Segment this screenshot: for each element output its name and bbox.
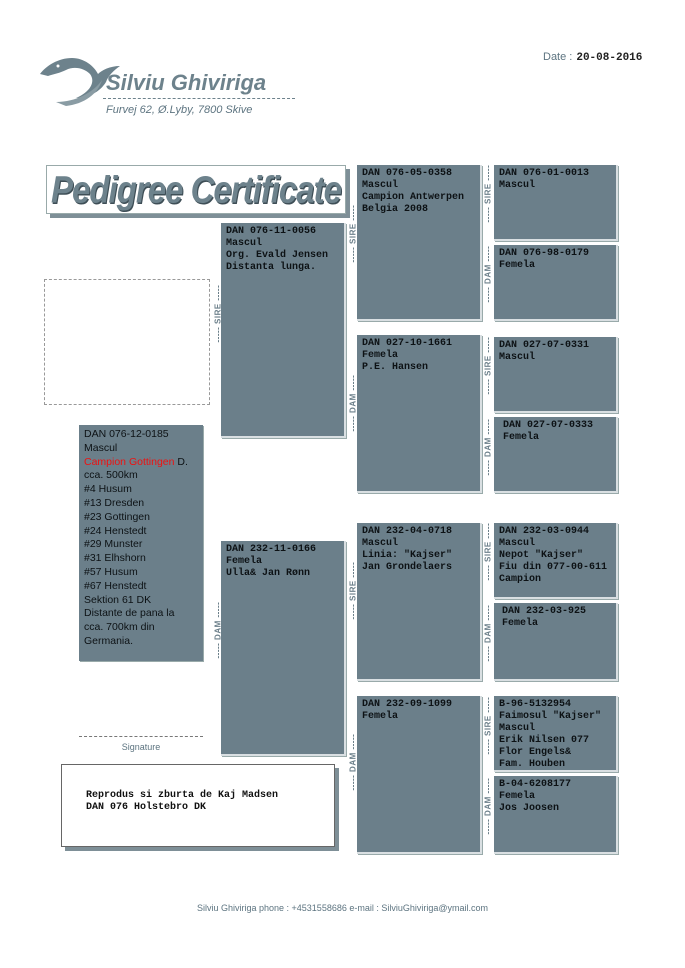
- card-line: Mascul: [499, 352, 536, 363]
- dam-sire-card: [357, 523, 482, 681]
- sire-label: ----- SIRE -----: [483, 522, 493, 581]
- dam-label: ----- DAM -----: [348, 733, 358, 791]
- card-line: B-96-5132954: [499, 699, 572, 710]
- card-line: Mascul: [499, 538, 536, 549]
- sire-label: ----- SIRE -----: [348, 561, 358, 620]
- card-line: DAN 232-03-925: [502, 606, 587, 617]
- card-line: Femela: [502, 618, 539, 629]
- main-name-highlight: Campion Gottingen: [84, 455, 175, 468]
- dam-card: [221, 541, 346, 756]
- note-line-2: DAN 076 Holstebro DK: [86, 802, 207, 813]
- card-line: Mascul: [499, 723, 536, 734]
- main-line: #57 Husum: [84, 565, 138, 578]
- card-line: DAN 027-07-0333: [503, 420, 594, 431]
- sire-sire-card: [357, 165, 482, 321]
- ss-sire-card: [494, 165, 618, 241]
- main-line: Distante de pana la: [84, 607, 175, 620]
- card-line: Distanta lunga.: [226, 262, 317, 273]
- main-line: #67 Henstedt: [84, 579, 147, 592]
- breeder-note: [61, 764, 335, 847]
- card-line: Femela: [499, 260, 536, 271]
- card-line: DAN 232-11-0166: [226, 544, 317, 555]
- card-line: DAN 232-04-0718: [362, 526, 453, 537]
- dam-label: ----- DAM -----: [483, 777, 493, 835]
- main-ring: DAN 076-12-0185: [84, 428, 169, 440]
- dam-label: ----- DAM -----: [483, 604, 493, 662]
- card-line: Mascul: [362, 180, 399, 191]
- sire-label: ----- SIRE -----: [483, 336, 493, 395]
- main-name-rest: D.: [174, 455, 188, 468]
- main-line: cca. 500km: [84, 469, 138, 482]
- main-sex: Mascul: [84, 441, 118, 454]
- card-line: Linia: "Kajser": [362, 550, 453, 561]
- photo-placeholder: [44, 279, 210, 405]
- card-line: Fiu din 077-00-611: [499, 562, 608, 573]
- ss-dam-card: [494, 245, 618, 321]
- main-line: cca. 700km din: [84, 621, 155, 634]
- title-box: [46, 165, 346, 214]
- card-line: B-04-6208177: [499, 779, 572, 790]
- dam-label: ----- DAM -----: [483, 418, 493, 476]
- card-line: Mascul: [362, 538, 399, 549]
- card-line: Mascul: [499, 180, 536, 191]
- card-line: DAN 027-07-0331: [499, 340, 590, 351]
- card-line: DAN 076-05-0358: [362, 168, 453, 179]
- card-line: Mascul: [226, 238, 263, 249]
- card-line: Femela: [362, 711, 399, 722]
- card-line: Femela: [362, 350, 399, 361]
- main-bird-card: [79, 425, 203, 661]
- card-line: Femela: [503, 432, 540, 443]
- sire-dam-card: [357, 335, 482, 493]
- card-line: Ulla& Jan Rønn: [226, 568, 311, 579]
- main-line: #13 Dresden: [84, 496, 145, 509]
- main-line: #4 Husum: [84, 483, 132, 496]
- dd-dam-card: [494, 776, 618, 854]
- ds-sire-card: [494, 523, 618, 599]
- card-line: Femela: [499, 791, 536, 802]
- note-line-1: Reprodus si zburta de Kaj Madsen: [86, 790, 279, 801]
- card-line: Jos Joosen: [499, 803, 560, 814]
- sire-card: [221, 223, 346, 438]
- card-line: DAN 232-09-1099: [362, 699, 453, 710]
- ds-dam-card: [494, 603, 618, 681]
- card-line: Fam. Houben: [499, 759, 566, 770]
- signature-label: Signature: [121, 742, 161, 752]
- card-line: Femela: [226, 556, 263, 567]
- card-line: Flor Engels&: [499, 747, 572, 758]
- main-line: #29 Munster: [84, 538, 143, 551]
- sd-sire-card: [494, 337, 618, 413]
- card-line: Jan Grondelaers: [362, 562, 453, 573]
- date-value: 20-08-2016: [576, 52, 643, 64]
- card-line: DAN 076-01-0013: [499, 168, 590, 179]
- card-line: Faimosul "Kajser": [499, 711, 602, 722]
- logo-name: Silviu Ghiviriga: [106, 70, 267, 95]
- card-line: Campion Antwerpen: [362, 192, 465, 203]
- card-line: Campion: [499, 574, 542, 585]
- dam-dam-card: [357, 696, 482, 854]
- date: [543, 51, 642, 64]
- dam-label: ----- DAM -----: [483, 245, 493, 303]
- sire-label: ----- SIRE -----: [483, 696, 493, 755]
- card-line: Belgia 2008: [362, 204, 429, 215]
- main-line: #31 Elhshorn: [84, 552, 146, 565]
- card-line: P.E. Hansen: [362, 362, 429, 373]
- sd-dam-card: [494, 417, 618, 493]
- main-line: Sektion 61 DK: [84, 593, 152, 606]
- main-line: Germania.: [84, 634, 134, 647]
- card-line: DAN 232-03-0944: [499, 526, 590, 537]
- sire-label: ----- SIRE -----: [483, 164, 493, 223]
- dam-label: ----- DAM -----: [348, 374, 358, 432]
- dam-label: ----- DAM -----: [213, 601, 223, 659]
- sire-label: ----- SIRE -----: [348, 204, 358, 263]
- card-line: DAN 076-98-0179: [499, 248, 590, 259]
- date-label: Date :: [543, 51, 573, 63]
- logo-address: Furvej 62, Ø.Lyby, 7800 Skive: [106, 104, 253, 116]
- card-line: Erik Nilsen 077: [499, 735, 590, 746]
- footer-contact: Silviu Ghiviriga phone : +4531558686 e-mail : SilviuGhiviriga@ymail.com: [196, 903, 489, 913]
- main-name: [84, 456, 198, 470]
- card-line: DAN 076-11-0056: [226, 226, 317, 237]
- page-title: Pedigree Certificate: [51, 167, 341, 211]
- signature-line: [79, 736, 203, 737]
- card-line: Nepot "Kajser": [499, 550, 584, 561]
- dd-sire-card: [494, 696, 618, 772]
- card-line: Org. Evald Jensen: [226, 250, 329, 261]
- main-line: #23 Gottingen: [84, 510, 150, 523]
- logo-divider: [103, 98, 295, 99]
- main-line: #24 Henstedt: [84, 524, 147, 537]
- card-line: DAN 027-10-1661: [362, 338, 453, 349]
- sire-label: ----- SIRE -----: [213, 284, 223, 343]
